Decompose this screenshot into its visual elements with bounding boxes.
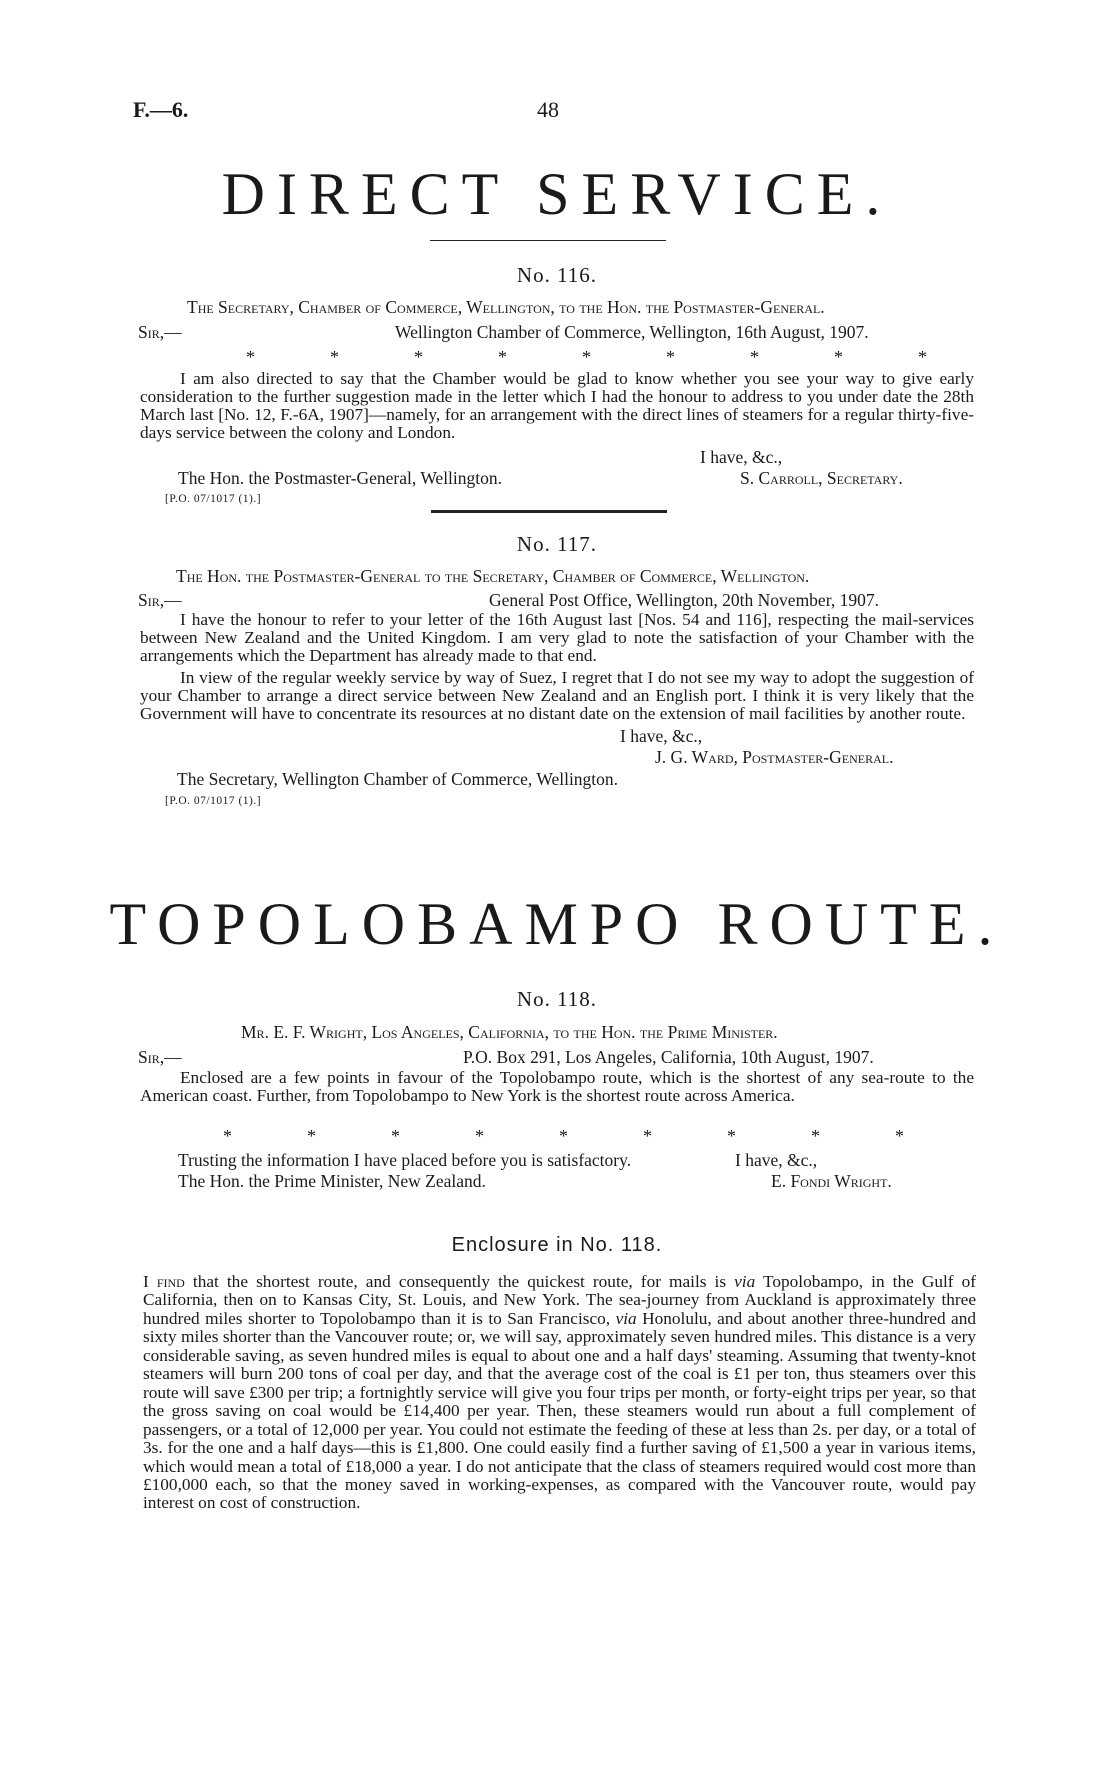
enclosure-heading: Enclosure in No. 118. — [451, 1234, 663, 1256]
letter-117-signature: J. G. Ward, Postmaster-General. — [655, 747, 894, 767]
letter-118-addressee: The Hon. the Prime Minister, New Zealand. — [178, 1171, 486, 1191]
letter-116-addressee: The Hon. the Postmaster-General, Wellington. — [178, 468, 503, 488]
letter-118-signature: E. Fondi Wright. — [771, 1171, 892, 1191]
section-title-direct-service: DIRECT SERVICE. — [221, 161, 893, 227]
letter-118-trusting-line: Trusting the information I have placed before you is satisfactory. — [178, 1150, 632, 1170]
letter-116-closing: I have, &c., — [700, 447, 783, 467]
letter-separator-rule — [431, 510, 667, 513]
letter-117-from-to: The Hon. the Postmaster-General to the Secretary, Chamber of Commerce, Wellington. — [176, 566, 810, 586]
letter-118-closing: I have, &c., — [735, 1150, 818, 1170]
letter-118-body: Enclosed are a few points in favour of the Topolobampo route, which is the shortest of any sea-route to the American coast. Further, from Topolobampo to New York is the shortest route across America. — [140, 1068, 974, 1105]
letter-number-117: No. 117. — [516, 532, 598, 556]
letter-117-closing: I have, &c., — [620, 726, 703, 746]
letter-118-salutation: Sir,— — [138, 1047, 182, 1067]
letter-116-from-to: The Secretary, Chamber of Commerce, Wellington, to the Hon. the Postmaster-General. — [187, 297, 825, 317]
page-number: 48 — [537, 97, 559, 122]
letter-117-body-paragraph-2: In view of the regular weekly service by way of Suez, I regret that I do not see my way to adopt the suggestion of your Chamber to arrange a direct service between New Zealand and an English port. I think it is very likely that the Government will have to concentrate its resources at no distant date on the extension of mail facilities by another route. — [140, 668, 974, 723]
letter-117-file-reference: [P.O. 07/1017 (1).] — [165, 795, 262, 807]
ellipsis-stars-118: * * * * * * * * * — [223, 1126, 904, 1146]
enclosure-lead-words: I find — [143, 1272, 185, 1291]
letter-116-signature: S. Carroll, Secretary. — [740, 468, 903, 488]
enclosure-body: I find that the shortest route, and consequently the quickest route, for mails is via Topolobampo, in the Gulf of California, then on to Kansas City, St. Louis, and New York. The sea-journey from Auckland is approximately three hundred miles shorter to Topolobampo than it is to San Francisco, via Honolulu, and about another three-hundred and sixty miles shorter than the Vancouver route; or, we will say, approximately seven hundred miles. This distance is a very considerable saving, as seven hundred miles is equal to about one and a half days' steaming. Assuming that twenty-knot steamers will burn 200 tons of coal per day, and that the average cost of the coal is £1 per ton, thus steamers over this route will save £300 per trip; a fortnightly service will give you four trips per month, or forty-eight trips per year, so that the gross saving on coal would be £14,400 per year. Then, these steamers would run about a full complement of passengers, or a total of 12,000 per year. You could not estimate the feeding of these at less than 2s. per day, or a total of 3s. for the one and a half days—this is £1,800. One could easily find a further saving of £1,500 a year in various items, which would mean a total of £18,000 a year. I do not anticipate that the class of steamers required would cost more than £100,000 each, so that the money saved in working-expenses, as compared with the Vancouver route, would pay interest on cost of construction. — [143, 1272, 976, 1513]
ellipsis-stars-116: * * * * * * * * * — [246, 347, 927, 367]
page-identifier: F.—6. — [133, 97, 189, 122]
letter-116-body: I am also directed to say that the Chamber would be glad to know whether you see your way to give early consideration to the further suggestion made in the letter which I had the honour to address to you under date the 28th March last [No. 12, F.-6A, 1907]—namely, for an arrangement with the direct lines of steamers for a regular thirty-five-days service between the colony and London. — [140, 369, 974, 442]
letter-116-file-reference: [P.O. 07/1017 (1).] — [165, 493, 262, 505]
letter-117-dateline: General Post Office, Wellington, 20th November, 1907. — [489, 590, 879, 610]
title-rule — [430, 240, 666, 241]
section-title-topolobampo-route: TOPOLOBAMPO ROUTE. — [109, 891, 1005, 957]
letter-number-116: No. 116. — [516, 263, 598, 287]
letter-117-salutation: Sir,— — [138, 590, 182, 610]
letter-118-dateline: P.O. Box 291, Los Angeles, California, 10th August, 1907. — [463, 1047, 874, 1067]
letter-117-addressee: The Secretary, Wellington Chamber of Commerce, Wellington. — [177, 769, 619, 789]
letter-117-body-paragraph-1: I have the honour to refer to your letter of the 16th August last [Nos. 54 and 116], respecting the mail-services between New Zealand and the United Kingdom. I am very glad to note the satisfaction of your Chamber with the arrangements which the Department has already made to that end. — [140, 610, 974, 665]
letter-116-salutation: Sir,— — [138, 322, 182, 342]
letter-number-118: No. 118. — [516, 987, 598, 1011]
letter-116-dateline: Wellington Chamber of Commerce, Wellington, 16th August, 1907. — [395, 322, 869, 342]
letter-118-from-to: Mr. E. F. Wright, Los Angeles, California, to the Hon. the Prime Minister. — [241, 1022, 778, 1042]
